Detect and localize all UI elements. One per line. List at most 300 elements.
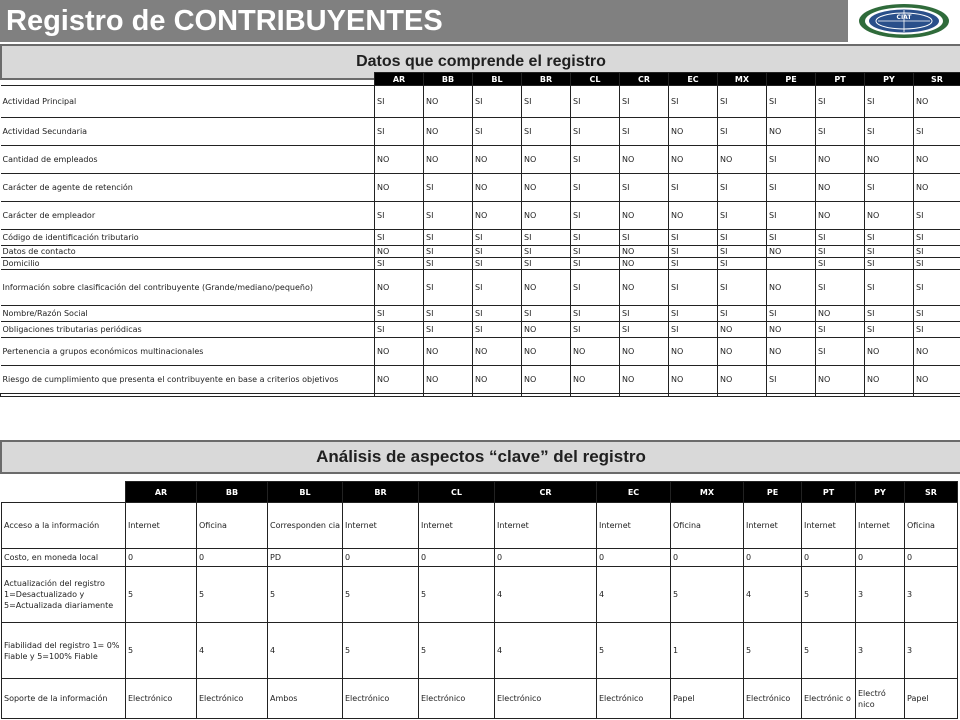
table-cell: SI bbox=[473, 230, 522, 246]
table-cell: Electró nico bbox=[856, 679, 905, 719]
table-cell: Electrónico bbox=[343, 679, 419, 719]
table-cell: Electrónico bbox=[197, 679, 268, 719]
row-label: Actualización del registro 1=Desactualizado y 5=Actualizada diariamente bbox=[2, 567, 126, 623]
col-header-sr: SR bbox=[905, 482, 958, 503]
registry-analysis-table bbox=[1, 481, 958, 719]
table-cell: 5 bbox=[597, 623, 671, 679]
table-cell: Internet bbox=[343, 503, 419, 549]
table-cell: SI bbox=[718, 230, 767, 246]
row-label: Domicilio bbox=[1, 258, 375, 270]
table-cell: SI bbox=[424, 174, 473, 202]
col-header-cr: CR bbox=[495, 482, 597, 503]
table-cell: Electrónico bbox=[126, 679, 197, 719]
table-cell: NO bbox=[718, 146, 767, 174]
table-cell: 5 bbox=[802, 623, 856, 679]
table-cell: NO bbox=[620, 338, 669, 366]
table-cell: SI bbox=[571, 86, 620, 118]
table-cell: SI bbox=[620, 306, 669, 322]
table-cell: SI bbox=[718, 202, 767, 230]
table2-header-row bbox=[2, 482, 958, 503]
table-cell: NO bbox=[914, 86, 960, 118]
table-cell: 0 bbox=[419, 549, 495, 567]
table-cell bbox=[767, 258, 816, 270]
table-cell: 4 bbox=[197, 623, 268, 679]
table-cell: SI bbox=[718, 270, 767, 306]
table-row bbox=[1, 86, 960, 118]
table-cell: NO bbox=[522, 322, 571, 338]
table-row bbox=[1, 118, 960, 146]
table-row bbox=[1, 306, 960, 322]
table-cell: NO bbox=[767, 322, 816, 338]
table-cell: 4 bbox=[495, 623, 597, 679]
table-cell: SI bbox=[473, 306, 522, 322]
table-cell: SI bbox=[914, 306, 960, 322]
table-cell: SI bbox=[424, 322, 473, 338]
table-cell: SI bbox=[865, 246, 914, 258]
table-cell: SI bbox=[865, 230, 914, 246]
table-row bbox=[2, 549, 958, 567]
table-cell bbox=[767, 394, 816, 397]
table-row bbox=[1, 202, 960, 230]
table-cell: NO bbox=[718, 366, 767, 394]
table-cell bbox=[816, 394, 865, 397]
table-cell: SI bbox=[865, 270, 914, 306]
table-cell: SI bbox=[424, 258, 473, 270]
table-cell: NO bbox=[620, 258, 669, 270]
row-label: Pertenencia a grupos económicos multinacionales bbox=[1, 338, 375, 366]
table-cell: NO bbox=[473, 366, 522, 394]
table-cell: SI bbox=[816, 322, 865, 338]
table1-body bbox=[1, 86, 960, 397]
table-cell bbox=[865, 394, 914, 397]
table-cell: SI bbox=[424, 270, 473, 306]
table-row bbox=[2, 503, 958, 549]
table-cell: SI bbox=[473, 322, 522, 338]
col-header-pt: PT bbox=[802, 482, 856, 503]
row-label: Acceso a la información bbox=[2, 503, 126, 549]
table-cell: 5 bbox=[744, 623, 802, 679]
table-cell: SI bbox=[522, 118, 571, 146]
table-cell: Internet bbox=[744, 503, 802, 549]
row-label: Fiabilidad del registro 1= 0% Fiable y 5=100% Fiable bbox=[2, 623, 126, 679]
table-cell bbox=[1, 394, 375, 397]
table-cell: Electrónico bbox=[419, 679, 495, 719]
table2-body bbox=[2, 503, 958, 719]
table-cell: NO bbox=[914, 146, 960, 174]
table-cell: Internet bbox=[597, 503, 671, 549]
table-cell: SI bbox=[914, 202, 960, 230]
table-row bbox=[2, 567, 958, 623]
table-cell: SI bbox=[424, 202, 473, 230]
logo-text: CIAT bbox=[896, 14, 912, 21]
table-cell: 5 bbox=[419, 623, 495, 679]
table-cell: 5 bbox=[268, 567, 343, 623]
table-cell bbox=[669, 394, 718, 397]
table-cell: NO bbox=[571, 338, 620, 366]
table-cell: 4 bbox=[597, 567, 671, 623]
table-cell: SI bbox=[571, 270, 620, 306]
table-cell: Electrónico bbox=[744, 679, 802, 719]
table-cell: SI bbox=[669, 230, 718, 246]
table-cell: SI bbox=[522, 86, 571, 118]
table-row bbox=[1, 270, 960, 306]
table-row bbox=[1, 366, 960, 394]
table-cell: Internet bbox=[802, 503, 856, 549]
table-cell: SI bbox=[669, 86, 718, 118]
table-cell: 3 bbox=[856, 567, 905, 623]
row-label: Obligaciones tributarias periódicas bbox=[1, 322, 375, 338]
table-cell: 4 bbox=[495, 567, 597, 623]
col-header-py: PY bbox=[856, 482, 905, 503]
table-cell: NO bbox=[816, 366, 865, 394]
table-row bbox=[1, 338, 960, 366]
table-cell: SI bbox=[767, 202, 816, 230]
table-cell: SI bbox=[718, 86, 767, 118]
table-cell: SI bbox=[718, 258, 767, 270]
col-header-pt: PT bbox=[816, 73, 865, 86]
table-cell: NO bbox=[718, 338, 767, 366]
table-cell: SI bbox=[914, 270, 960, 306]
col-header-bl: BL bbox=[473, 73, 522, 86]
table-cell: 0 bbox=[343, 549, 419, 567]
table-cell: 0 bbox=[597, 549, 671, 567]
table-cell: NO bbox=[375, 246, 424, 258]
col-header-bl: BL bbox=[268, 482, 343, 503]
col-header-cl: CL bbox=[571, 73, 620, 86]
col-header-ar: AR bbox=[126, 482, 197, 503]
table-cell: SI bbox=[914, 246, 960, 258]
table-cell: SI bbox=[424, 230, 473, 246]
table-row bbox=[1, 246, 960, 258]
table-cell: 4 bbox=[268, 623, 343, 679]
table-cell: SI bbox=[914, 118, 960, 146]
table-cell: PD bbox=[268, 549, 343, 567]
table-row bbox=[1, 174, 960, 202]
table-cell: NO bbox=[473, 146, 522, 174]
table-cell: NO bbox=[473, 202, 522, 230]
row-label: Carácter de agente de retención bbox=[1, 174, 375, 202]
table-cell: SI bbox=[473, 86, 522, 118]
section-analysis-heading: Análisis de aspectos “clave” del registro bbox=[0, 440, 960, 474]
table-row bbox=[1, 146, 960, 174]
table-cell: SI bbox=[375, 86, 424, 118]
table-cell: SI bbox=[375, 118, 424, 146]
table-cell: SI bbox=[571, 118, 620, 146]
table-cell: SI bbox=[767, 306, 816, 322]
table-cell: NO bbox=[424, 146, 473, 174]
table-cell: 0 bbox=[744, 549, 802, 567]
table-cell: Electrónico bbox=[495, 679, 597, 719]
table-cell: SI bbox=[865, 118, 914, 146]
table-cell: NO bbox=[375, 366, 424, 394]
table-cell: Internet bbox=[495, 503, 597, 549]
table-cell: SI bbox=[375, 258, 424, 270]
table-cell: Internet bbox=[126, 503, 197, 549]
table-cell: NO bbox=[718, 322, 767, 338]
row-label: Nombre/Razón Social bbox=[1, 306, 375, 322]
table-cell: 3 bbox=[856, 623, 905, 679]
table-cell: SI bbox=[669, 246, 718, 258]
col-header-sr: SR bbox=[914, 73, 960, 86]
table-cell: SI bbox=[620, 86, 669, 118]
table-cell: NO bbox=[767, 338, 816, 366]
col-header-py: PY bbox=[865, 73, 914, 86]
table-cell: SI bbox=[767, 174, 816, 202]
table-cell: SI bbox=[718, 306, 767, 322]
table-cell bbox=[424, 394, 473, 397]
table-cell: SI bbox=[375, 306, 424, 322]
table1-corner bbox=[1, 73, 375, 86]
table-cell: Electrónico bbox=[597, 679, 671, 719]
title-bar bbox=[0, 0, 848, 42]
table-cell bbox=[473, 394, 522, 397]
table-cell: SI bbox=[571, 174, 620, 202]
table-cell: 5 bbox=[419, 567, 495, 623]
table-cell: SI bbox=[865, 174, 914, 202]
table-cell: SI bbox=[620, 118, 669, 146]
table-cell: SI bbox=[375, 322, 424, 338]
table-cell: NO bbox=[375, 174, 424, 202]
table-cell: NO bbox=[522, 202, 571, 230]
table-cell: SI bbox=[522, 230, 571, 246]
table-cell: NO bbox=[522, 338, 571, 366]
table-cell: NO bbox=[865, 146, 914, 174]
table-row bbox=[2, 623, 958, 679]
table-row bbox=[2, 679, 958, 719]
table-cell: Oficina bbox=[671, 503, 744, 549]
table-cell: 3 bbox=[905, 567, 958, 623]
row-label: Actividad Principal bbox=[1, 86, 375, 118]
table-cell: SI bbox=[571, 202, 620, 230]
table-cell: NO bbox=[669, 202, 718, 230]
table-cell: SI bbox=[914, 230, 960, 246]
table-cell: SI bbox=[914, 322, 960, 338]
col-header-ar: AR bbox=[375, 73, 424, 86]
table-cell: NO bbox=[620, 202, 669, 230]
col-header-mx: MX bbox=[718, 73, 767, 86]
table-cell: SI bbox=[767, 366, 816, 394]
table-cell: Oficina bbox=[905, 503, 958, 549]
table-cell: NO bbox=[522, 270, 571, 306]
row-label: Soporte de la información bbox=[2, 679, 126, 719]
table-cell: NO bbox=[522, 174, 571, 202]
table-row bbox=[1, 230, 960, 246]
table-cell: SI bbox=[473, 246, 522, 258]
table-cell bbox=[522, 394, 571, 397]
col-header-pe: PE bbox=[744, 482, 802, 503]
table-cell: SI bbox=[375, 202, 424, 230]
table-cell: Electrónic o bbox=[802, 679, 856, 719]
table-cell: SI bbox=[816, 258, 865, 270]
table-cell: 3 bbox=[905, 623, 958, 679]
table-cell: NO bbox=[375, 270, 424, 306]
table-cell: 5 bbox=[126, 567, 197, 623]
table-cell: Internet bbox=[856, 503, 905, 549]
table-cell: NO bbox=[571, 366, 620, 394]
table-cell: NO bbox=[522, 366, 571, 394]
table-cell: 5 bbox=[343, 623, 419, 679]
table-cell: SI bbox=[914, 258, 960, 270]
table-cell: SI bbox=[669, 270, 718, 306]
table-cell: SI bbox=[669, 322, 718, 338]
table-cell: NO bbox=[669, 146, 718, 174]
table-cell: 1 bbox=[671, 623, 744, 679]
table-cell: SI bbox=[571, 146, 620, 174]
table-cell: NO bbox=[375, 146, 424, 174]
col-header-ec: EC bbox=[669, 73, 718, 86]
table-cell: 0 bbox=[802, 549, 856, 567]
table-cell: NO bbox=[669, 118, 718, 146]
table1-header-row bbox=[1, 73, 960, 86]
table-cell: SI bbox=[865, 258, 914, 270]
table-row bbox=[1, 322, 960, 338]
table-cell: 5 bbox=[343, 567, 419, 623]
table-cell: SI bbox=[473, 258, 522, 270]
table-cell: NO bbox=[865, 366, 914, 394]
table-cell: 0 bbox=[495, 549, 597, 567]
table-cell: SI bbox=[816, 230, 865, 246]
table-cell: SI bbox=[767, 230, 816, 246]
table-cell: SI bbox=[865, 322, 914, 338]
table-cell: SI bbox=[669, 306, 718, 322]
table-cell: NO bbox=[669, 338, 718, 366]
table-cell: SI bbox=[571, 306, 620, 322]
table-cell: SI bbox=[571, 258, 620, 270]
table-cell: SI bbox=[669, 258, 718, 270]
table-cell: SI bbox=[816, 270, 865, 306]
table-cell: NO bbox=[865, 338, 914, 366]
table-cell: SI bbox=[865, 86, 914, 118]
table-cell: NO bbox=[865, 202, 914, 230]
table-cell: NO bbox=[767, 246, 816, 258]
table-cell: NO bbox=[473, 338, 522, 366]
table-cell: SI bbox=[473, 270, 522, 306]
table-cell: 0 bbox=[197, 549, 268, 567]
table-cell: Internet bbox=[419, 503, 495, 549]
row-label: Riesgo de cumplimiento que presenta el contribuyente en base a criterios objetivos bbox=[1, 366, 375, 394]
logo-box bbox=[848, 0, 960, 42]
table-cell: 0 bbox=[126, 549, 197, 567]
table-cell: Papel bbox=[671, 679, 744, 719]
table-cell: NO bbox=[914, 366, 960, 394]
table-cell: SI bbox=[816, 118, 865, 146]
table-cell: SI bbox=[571, 246, 620, 258]
table-cell: 4 bbox=[744, 567, 802, 623]
table-cell: Oficina bbox=[197, 503, 268, 549]
page-title: Registro de CONTRIBUYENTES bbox=[6, 5, 443, 37]
table-cell: Ambos bbox=[268, 679, 343, 719]
section-data-heading: Datos que comprende el registro bbox=[0, 44, 960, 80]
table-cell: SI bbox=[816, 86, 865, 118]
table-cell: SI bbox=[375, 230, 424, 246]
table-cell: NO bbox=[620, 366, 669, 394]
table-cell: NO bbox=[914, 338, 960, 366]
table-cell: SI bbox=[669, 174, 718, 202]
row-label: Datos de contacto bbox=[1, 246, 375, 258]
col-header-br: BR bbox=[522, 73, 571, 86]
table-cell: SI bbox=[620, 174, 669, 202]
table-cell: SI bbox=[620, 322, 669, 338]
table-cell: Papel bbox=[905, 679, 958, 719]
ciat-logo-icon bbox=[848, 0, 960, 42]
table-cell: SI bbox=[620, 230, 669, 246]
table-cell: 0 bbox=[905, 549, 958, 567]
table-cell: SI bbox=[816, 246, 865, 258]
table-cell: NO bbox=[767, 270, 816, 306]
table-cell: SI bbox=[424, 246, 473, 258]
table-cell: 0 bbox=[671, 549, 744, 567]
table-cell: SI bbox=[424, 306, 473, 322]
row-label: Código de identificación tributario bbox=[1, 230, 375, 246]
row-label: Carácter de empleador bbox=[1, 202, 375, 230]
table-cell: NO bbox=[914, 174, 960, 202]
table-row bbox=[1, 258, 960, 270]
table-cell: 5 bbox=[197, 567, 268, 623]
table-cell: NO bbox=[669, 366, 718, 394]
table-cell: 0 bbox=[856, 549, 905, 567]
table-cell: NO bbox=[816, 306, 865, 322]
row-label: Información sobre clasificación del contribuyente (Grande/mediano/pequeño) bbox=[1, 270, 375, 306]
col-header-cl: CL bbox=[419, 482, 495, 503]
table-cell: SI bbox=[767, 86, 816, 118]
table-cell: NO bbox=[424, 338, 473, 366]
table-cell: NO bbox=[424, 86, 473, 118]
col-header-ec: EC bbox=[597, 482, 671, 503]
table-cell: SI bbox=[473, 118, 522, 146]
table-cell: NO bbox=[424, 366, 473, 394]
table-cell bbox=[718, 394, 767, 397]
table-cell: SI bbox=[718, 118, 767, 146]
col-header-mx: MX bbox=[671, 482, 744, 503]
table-cell: NO bbox=[620, 146, 669, 174]
table-cell: SI bbox=[571, 322, 620, 338]
col-header-cr: CR bbox=[620, 73, 669, 86]
table-cell: NO bbox=[473, 174, 522, 202]
table-cell: NO bbox=[620, 270, 669, 306]
col-header-br: BR bbox=[343, 482, 419, 503]
table-cell: SI bbox=[767, 146, 816, 174]
table-cell: SI bbox=[718, 246, 767, 258]
table2-corner bbox=[2, 482, 126, 503]
table-cell: NO bbox=[522, 146, 571, 174]
table-cell: NO bbox=[816, 146, 865, 174]
table-cell: SI bbox=[522, 246, 571, 258]
table-cell: SI bbox=[571, 230, 620, 246]
table-cell bbox=[914, 394, 960, 397]
row-label: Actividad Secundaria bbox=[1, 118, 375, 146]
row-label: Cantidad de empleados bbox=[1, 146, 375, 174]
table-cell: NO bbox=[424, 118, 473, 146]
col-header-bb: BB bbox=[424, 73, 473, 86]
table-cell: 5 bbox=[671, 567, 744, 623]
table-cell: SI bbox=[522, 258, 571, 270]
table-cell bbox=[375, 394, 424, 397]
table-cell: NO bbox=[816, 202, 865, 230]
table-cell: SI bbox=[522, 306, 571, 322]
table-cell bbox=[571, 394, 620, 397]
table-cell: NO bbox=[816, 174, 865, 202]
table-cell: SI bbox=[718, 174, 767, 202]
table-cell: NO bbox=[767, 118, 816, 146]
table-cell: NO bbox=[375, 338, 424, 366]
col-header-pe: PE bbox=[767, 73, 816, 86]
table-cell: 5 bbox=[126, 623, 197, 679]
table-cell bbox=[620, 394, 669, 397]
row-label: Costo, en moneda local bbox=[2, 549, 126, 567]
col-header-bb: BB bbox=[197, 482, 268, 503]
registry-data-table bbox=[0, 72, 960, 397]
table-cell: SI bbox=[865, 306, 914, 322]
